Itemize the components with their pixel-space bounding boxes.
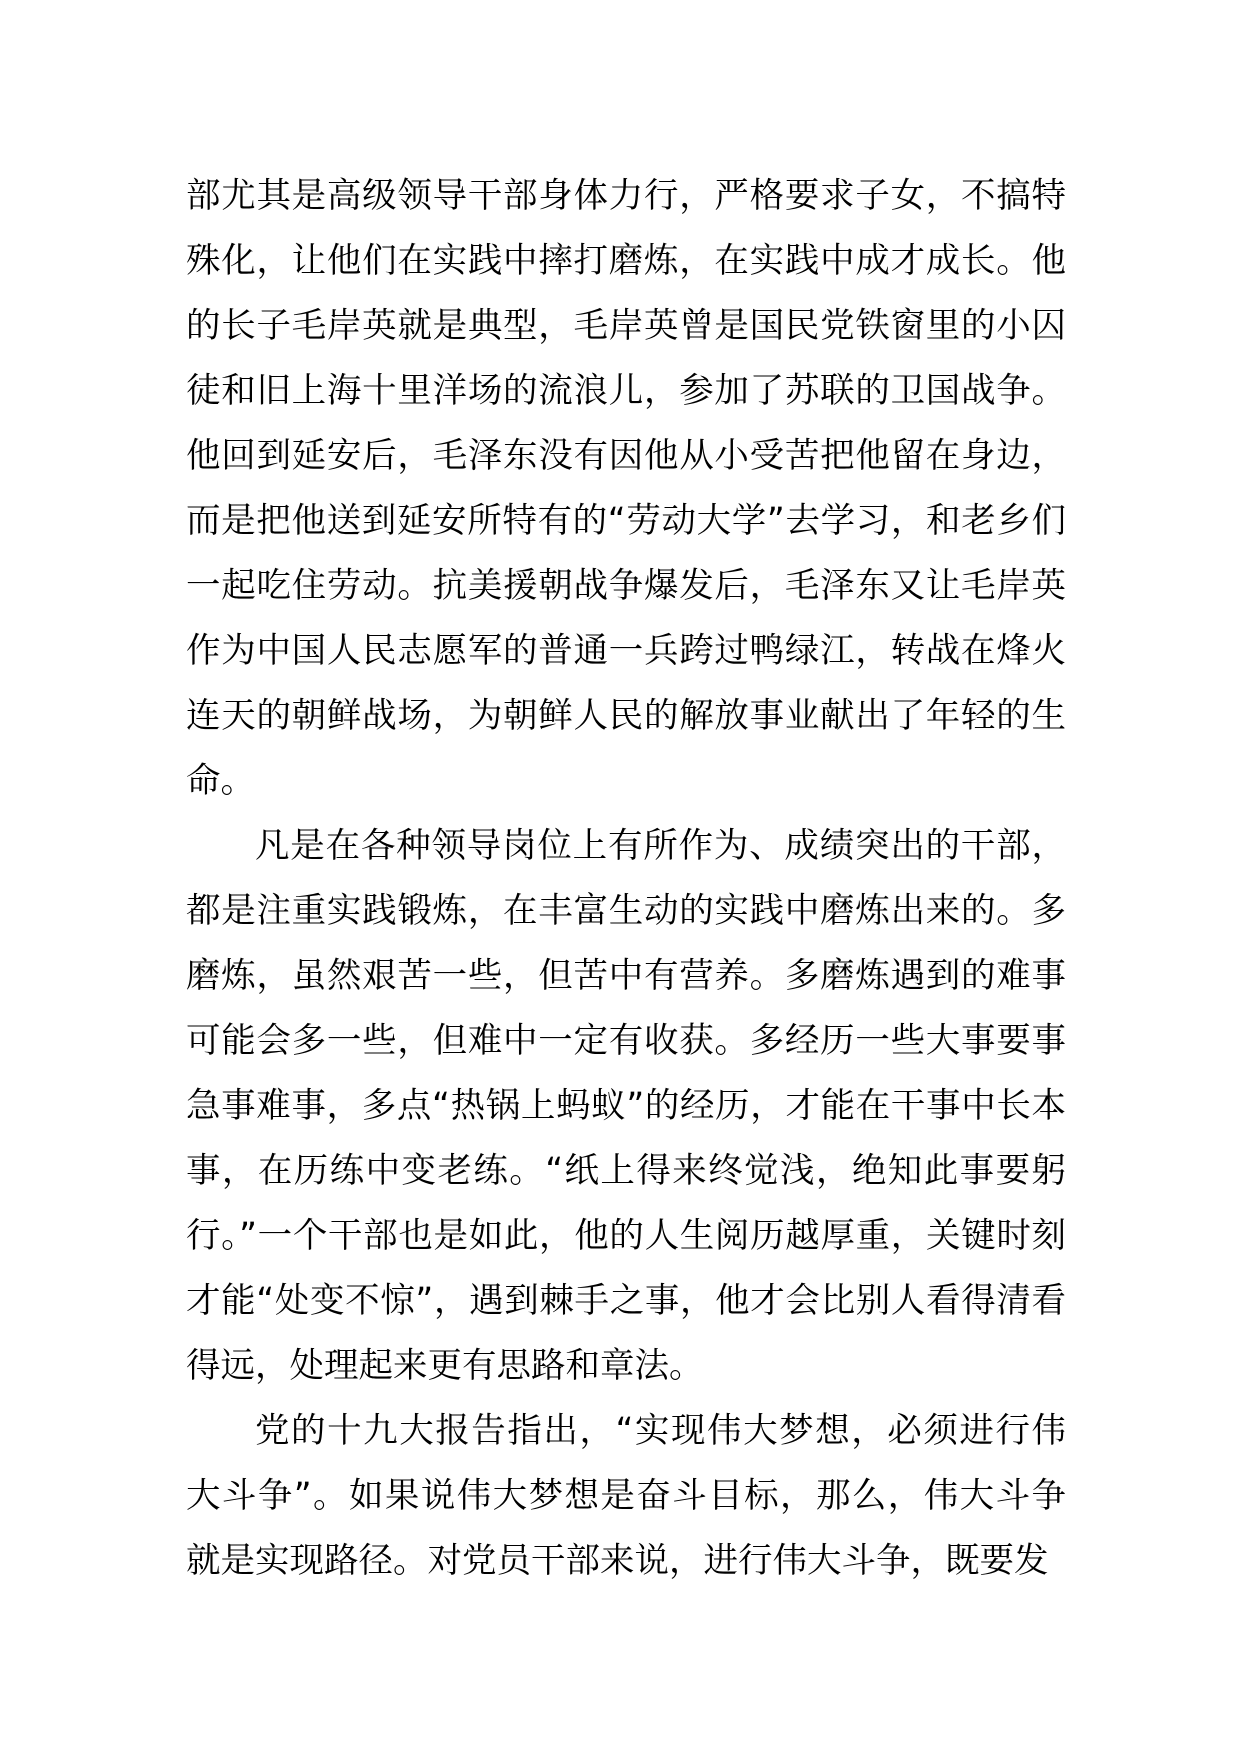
paragraph-3: 党的十九大报告指出，“实现伟大梦想，必须进行伟大斗争”。如果说伟大梦想是奋斗目标，那么，伟大斗争就是实现路径。对党员干部来说，进行伟大斗争，既要发 — [186, 1411, 1066, 1581]
paragraph-2: 凡是在各种领导岗位上有所作为、成绩突出的干部，都是注重实践锻炼，在丰富生动的实践中磨炼出来的。多磨炼，虽然艰苦一些，但苦中有营养。多磨炼遇到的难事可能会多一些，但难中一定有收获。多经历一些大事要事急事难事，多点“热锅上蚂蚁”的经历，才能在干事中长本事，在历练中变老练。“纸上得来终觉浅，绝知此事要躬行。”一个干部也是如此，他的人生阅历越厚重，关键时刻才能“处变不惊”，遇到棘手之事，他才会比别人看得清看得远，处理起来更有思路和章法。 — [186, 826, 1066, 1386]
body-text — [186, 164, 1066, 1594]
paragraph-1: 部尤其是高级领导干部身体力行，严格要求子女，不搞特殊化，让他们在实践中摔打磨炼，在实践中成才成长。他的长子毛岸英就是典型，毛岸英曾是国民党铁窗里的小囚徒和旧上海十里洋场的流浪儿，参加了苏联的卫国战争。他回到延安后，毛泽东没有因他从小受苦把他留在身边，而是把他送到延安所特有的“劳动大学”去学习，和老乡们一起吃住劳动。抗美援朝战争爆发后，毛泽东又让毛岸英作为中国人民志愿军的普通一兵跨过鸭绿江，转战在烽火连天的朝鲜战场，为朝鲜人民的解放事业献出了年轻的生命。 — [186, 176, 1066, 801]
